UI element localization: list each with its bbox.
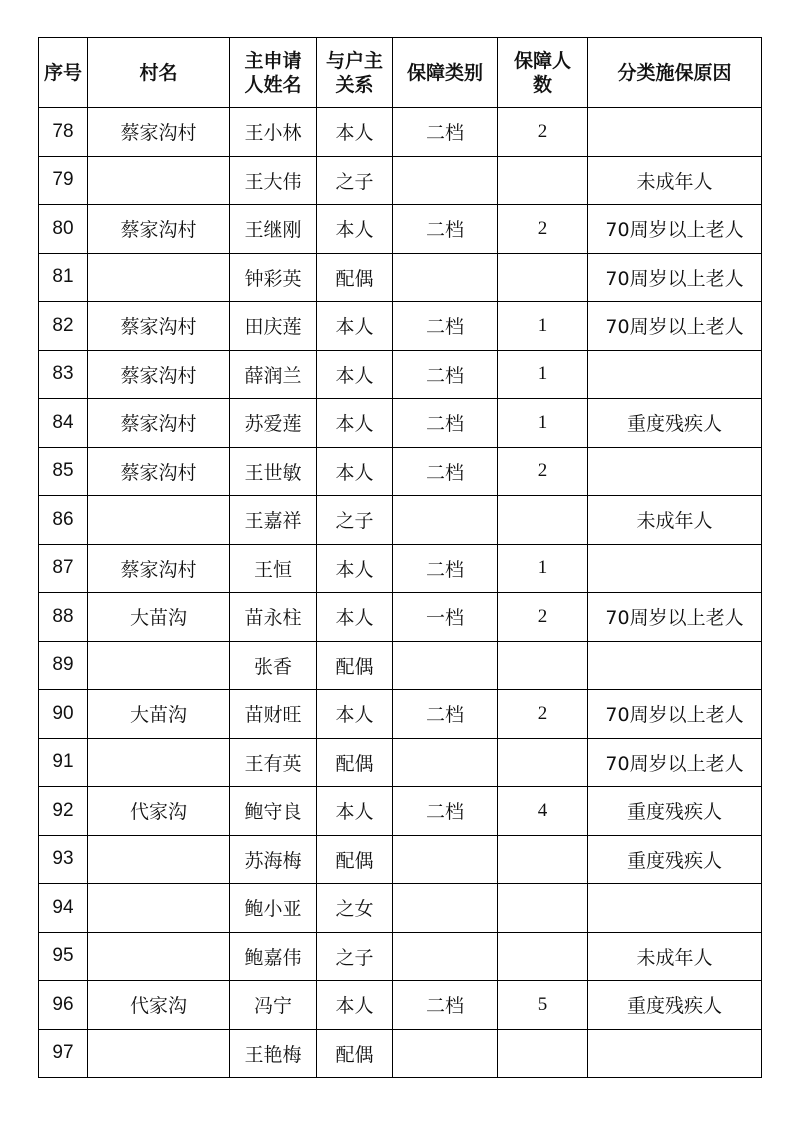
cell-count	[498, 1029, 588, 1078]
cell-applicant-name: 苗财旺	[230, 690, 317, 739]
table-row	[39, 253, 762, 302]
cell-count: 4	[498, 787, 588, 836]
header-reason: 分类施保原因	[588, 38, 762, 108]
cell-category	[393, 253, 498, 302]
cell-reason: 重度残疾人	[588, 981, 762, 1030]
cell-category	[393, 1029, 498, 1078]
cell-applicant-name: 王小林	[230, 108, 317, 157]
cell-category	[393, 932, 498, 981]
cell-relation: 本人	[317, 302, 393, 351]
cell-reason	[588, 1029, 762, 1078]
header-category: 保障类别	[393, 38, 498, 108]
cell-category: 二档	[393, 690, 498, 739]
cell-serial-no: 79	[39, 156, 88, 205]
cell-count: 1	[498, 350, 588, 399]
cell-count: 2	[498, 205, 588, 254]
cell-applicant-name: 张香	[230, 641, 317, 690]
cell-applicant-name: 王世敏	[230, 447, 317, 496]
cell-reason: 重度残疾人	[588, 835, 762, 884]
cell-reason: 70周岁以上老人	[588, 738, 762, 787]
cell-serial-no: 90	[39, 690, 88, 739]
cell-category: 二档	[393, 787, 498, 836]
cell-village	[88, 156, 230, 205]
table-header-row	[39, 38, 762, 108]
cell-village	[88, 253, 230, 302]
cell-village: 代家沟	[88, 981, 230, 1030]
table-row	[39, 884, 762, 933]
header-applicant-name: 主申请 人姓名	[230, 38, 317, 108]
cell-applicant-name: 王有英	[230, 738, 317, 787]
cell-relation: 本人	[317, 544, 393, 593]
table-row	[39, 350, 762, 399]
table-body	[39, 108, 762, 1078]
table-row	[39, 156, 762, 205]
cell-applicant-name: 冯宁	[230, 981, 317, 1030]
cell-relation: 本人	[317, 981, 393, 1030]
cell-count	[498, 738, 588, 787]
cell-reason	[588, 884, 762, 933]
table-row	[39, 1029, 762, 1078]
cell-applicant-name: 王恒	[230, 544, 317, 593]
cell-village	[88, 738, 230, 787]
cell-relation: 配偶	[317, 1029, 393, 1078]
table-row	[39, 738, 762, 787]
cell-relation: 本人	[317, 787, 393, 836]
cell-category: 一档	[393, 593, 498, 642]
cell-reason: 70周岁以上老人	[588, 690, 762, 739]
cell-serial-no: 94	[39, 884, 88, 933]
cell-category: 二档	[393, 205, 498, 254]
cell-serial-no: 95	[39, 932, 88, 981]
assistance-table	[38, 37, 762, 1078]
table-row	[39, 108, 762, 157]
cell-serial-no: 87	[39, 544, 88, 593]
cell-count	[498, 932, 588, 981]
cell-category: 二档	[393, 350, 498, 399]
cell-applicant-name: 鲍小亚	[230, 884, 317, 933]
cell-relation: 之子	[317, 932, 393, 981]
cell-serial-no: 88	[39, 593, 88, 642]
table-row	[39, 302, 762, 351]
cell-relation: 本人	[317, 108, 393, 157]
cell-count: 2	[498, 593, 588, 642]
cell-relation: 配偶	[317, 641, 393, 690]
cell-reason: 70周岁以上老人	[588, 253, 762, 302]
cell-count	[498, 496, 588, 545]
cell-count: 5	[498, 981, 588, 1030]
cell-applicant-name: 钟彩英	[230, 253, 317, 302]
cell-village: 代家沟	[88, 787, 230, 836]
cell-category	[393, 738, 498, 787]
cell-serial-no: 97	[39, 1029, 88, 1078]
cell-serial-no: 78	[39, 108, 88, 157]
cell-village: 大苗沟	[88, 690, 230, 739]
cell-count	[498, 156, 588, 205]
cell-count: 2	[498, 108, 588, 157]
cell-reason	[588, 108, 762, 157]
cell-serial-no: 86	[39, 496, 88, 545]
cell-category: 二档	[393, 302, 498, 351]
cell-village: 蔡家沟村	[88, 447, 230, 496]
cell-reason: 70周岁以上老人	[588, 205, 762, 254]
cell-relation: 本人	[317, 447, 393, 496]
table-row	[39, 544, 762, 593]
cell-relation: 本人	[317, 399, 393, 448]
cell-count: 1	[498, 302, 588, 351]
cell-category: 二档	[393, 399, 498, 448]
cell-serial-no: 81	[39, 253, 88, 302]
cell-applicant-name: 苏海梅	[230, 835, 317, 884]
cell-count: 2	[498, 690, 588, 739]
cell-village	[88, 932, 230, 981]
cell-count	[498, 253, 588, 302]
cell-village	[88, 884, 230, 933]
cell-serial-no: 85	[39, 447, 88, 496]
cell-count: 1	[498, 399, 588, 448]
cell-village: 蔡家沟村	[88, 108, 230, 157]
cell-serial-no: 96	[39, 981, 88, 1030]
cell-serial-no: 80	[39, 205, 88, 254]
cell-reason: 未成年人	[588, 156, 762, 205]
cell-reason: 70周岁以上老人	[588, 593, 762, 642]
cell-serial-no: 92	[39, 787, 88, 836]
cell-relation: 配偶	[317, 738, 393, 787]
cell-relation: 之女	[317, 884, 393, 933]
cell-category: 二档	[393, 981, 498, 1030]
header-count: 保障人 数	[498, 38, 588, 108]
cell-reason: 重度残疾人	[588, 399, 762, 448]
cell-count: 1	[498, 544, 588, 593]
cell-applicant-name: 鲍嘉伟	[230, 932, 317, 981]
cell-reason: 70周岁以上老人	[588, 302, 762, 351]
cell-applicant-name: 王嘉祥	[230, 496, 317, 545]
cell-category	[393, 835, 498, 884]
cell-count	[498, 641, 588, 690]
cell-village	[88, 496, 230, 545]
table-row	[39, 690, 762, 739]
cell-serial-no: 93	[39, 835, 88, 884]
table-row	[39, 593, 762, 642]
table-row	[39, 205, 762, 254]
cell-village: 蔡家沟村	[88, 205, 230, 254]
cell-applicant-name: 田庆莲	[230, 302, 317, 351]
cell-applicant-name: 王艳梅	[230, 1029, 317, 1078]
cell-applicant-name: 王大伟	[230, 156, 317, 205]
cell-village: 蔡家沟村	[88, 302, 230, 351]
cell-relation: 之子	[317, 156, 393, 205]
cell-applicant-name: 王继刚	[230, 205, 317, 254]
cell-category: 二档	[393, 544, 498, 593]
cell-relation: 本人	[317, 690, 393, 739]
header-serial-no: 序号	[39, 38, 88, 108]
table-row	[39, 932, 762, 981]
cell-count	[498, 884, 588, 933]
cell-serial-no: 82	[39, 302, 88, 351]
cell-applicant-name: 鲍守良	[230, 787, 317, 836]
cell-applicant-name: 薛润兰	[230, 350, 317, 399]
table-row	[39, 399, 762, 448]
table-row	[39, 496, 762, 545]
cell-serial-no: 91	[39, 738, 88, 787]
cell-category	[393, 496, 498, 545]
cell-category: 二档	[393, 108, 498, 157]
cell-category: 二档	[393, 447, 498, 496]
cell-relation: 配偶	[317, 253, 393, 302]
cell-village	[88, 835, 230, 884]
table-row	[39, 981, 762, 1030]
cell-relation: 之子	[317, 496, 393, 545]
cell-village: 大苗沟	[88, 593, 230, 642]
cell-category	[393, 641, 498, 690]
cell-count	[498, 835, 588, 884]
cell-relation: 本人	[317, 205, 393, 254]
cell-village: 蔡家沟村	[88, 350, 230, 399]
cell-applicant-name: 苏爱莲	[230, 399, 317, 448]
cell-reason: 未成年人	[588, 932, 762, 981]
cell-village	[88, 1029, 230, 1078]
table-row	[39, 787, 762, 836]
cell-reason	[588, 544, 762, 593]
cell-village: 蔡家沟村	[88, 544, 230, 593]
table-row	[39, 641, 762, 690]
table-row	[39, 835, 762, 884]
cell-village	[88, 641, 230, 690]
header-village: 村名	[88, 38, 230, 108]
cell-serial-no: 83	[39, 350, 88, 399]
table-row	[39, 447, 762, 496]
cell-applicant-name: 苗永柱	[230, 593, 317, 642]
cell-serial-no: 89	[39, 641, 88, 690]
cell-relation: 本人	[317, 350, 393, 399]
cell-reason	[588, 641, 762, 690]
cell-reason: 重度残疾人	[588, 787, 762, 836]
cell-category	[393, 884, 498, 933]
cell-reason	[588, 350, 762, 399]
cell-count: 2	[498, 447, 588, 496]
cell-reason	[588, 447, 762, 496]
cell-serial-no: 84	[39, 399, 88, 448]
cell-relation: 配偶	[317, 835, 393, 884]
header-relation: 与户主 关系	[317, 38, 393, 108]
cell-category	[393, 156, 498, 205]
cell-reason: 未成年人	[588, 496, 762, 545]
cell-relation: 本人	[317, 593, 393, 642]
cell-village: 蔡家沟村	[88, 399, 230, 448]
